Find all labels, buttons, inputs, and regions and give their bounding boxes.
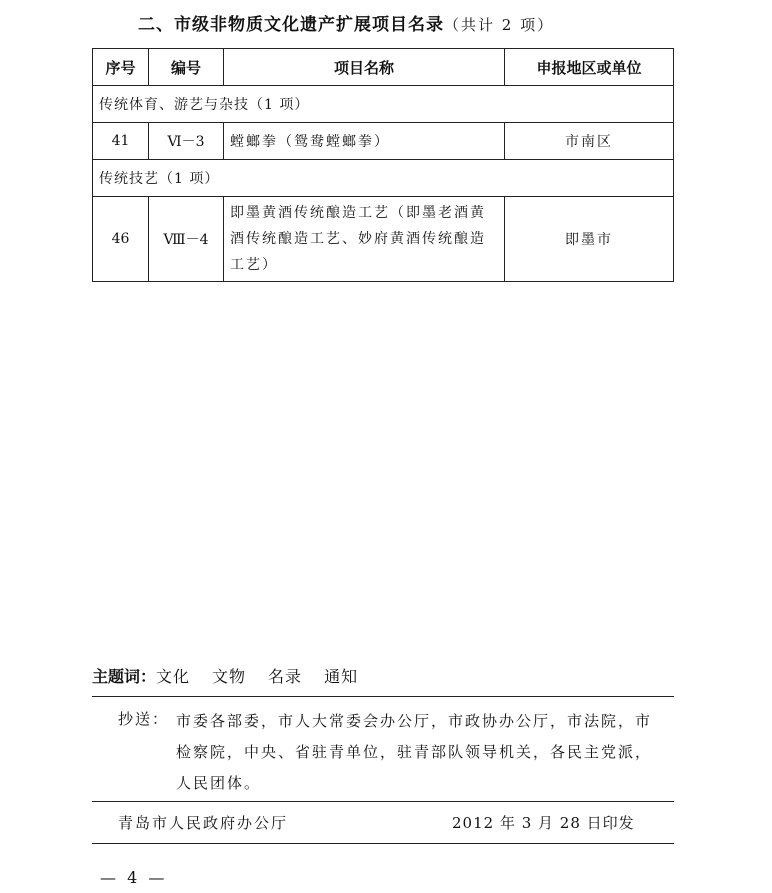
cell-code: Ⅵ－3 xyxy=(149,123,224,160)
cell-code: Ⅷ－4 xyxy=(149,197,224,282)
keywords-label: 主题词： xyxy=(92,667,157,686)
header-name: 项目名称 xyxy=(224,49,505,86)
keyword: 文化 xyxy=(156,667,191,686)
table-row xyxy=(93,123,674,160)
cc-recipients: 市委各部委，市人大常委会办公厅，市政协办公厅，市法院，市检察院，中央、省驻青单位，驻青部队领导机关，各民主党派，人民团体。 xyxy=(176,712,653,792)
cell-region: 市南区 xyxy=(505,123,674,160)
cc-label: 抄送： xyxy=(118,710,170,728)
issuing-office: 青岛市人民政府办公厅 xyxy=(118,814,289,832)
divider-bottom xyxy=(92,843,674,844)
category-row xyxy=(93,160,674,197)
issue-date: 2012 年 3 月 28 日印发 xyxy=(452,814,635,832)
keyword: 名录 xyxy=(268,667,303,686)
divider-middle xyxy=(92,801,674,802)
cell-name: 螳螂拳（鸳鸯螳螂拳） xyxy=(224,123,505,160)
section-heading xyxy=(138,10,554,35)
cell-seq: 41 xyxy=(93,123,149,160)
category-row xyxy=(93,86,674,123)
divider-top xyxy=(92,696,674,697)
cell-name: 即墨黄酒传统酿造工艺（即墨老酒黄酒传统酿造工艺、妙府黄酒传统酿造工艺） xyxy=(224,197,505,282)
table-row xyxy=(93,197,674,282)
section-count: （共计 2 项） xyxy=(444,16,555,34)
keyword: 通知 xyxy=(324,667,359,686)
cell-seq: 46 xyxy=(93,197,149,282)
category-label: 传统体育、游艺与杂技（1 项） xyxy=(93,86,674,123)
header-region: 申报地区或单位 xyxy=(505,49,674,86)
keyword: 文物 xyxy=(212,667,247,686)
subject-keywords xyxy=(92,664,380,687)
category-label: 传统技艺（1 项） xyxy=(93,160,674,197)
header-code: 编号 xyxy=(149,49,224,86)
page-number: — 4 — xyxy=(100,868,168,887)
header-seq: 序号 xyxy=(93,49,149,86)
heritage-items-table xyxy=(92,48,674,282)
cell-region: 即墨市 xyxy=(505,197,674,282)
section-title: 二、市级非物质文化遗产扩展项目名录 xyxy=(138,15,444,35)
table-header-row xyxy=(93,49,674,86)
